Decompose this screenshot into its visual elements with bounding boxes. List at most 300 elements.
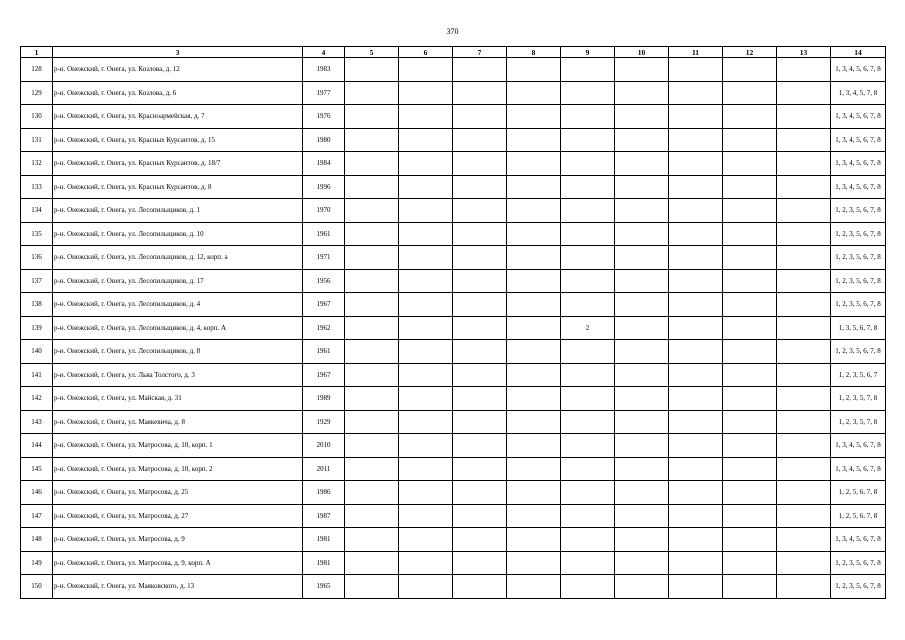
- column-header-12: 12: [723, 47, 777, 58]
- col-9-cell: [561, 528, 615, 552]
- address-cell: р-н. Онежский, г. Онега, ул. Козлова, д. 12: [53, 58, 303, 82]
- column-header-4: 4: [303, 47, 345, 58]
- col-9-cell: [561, 410, 615, 434]
- col-5-cell: [345, 410, 399, 434]
- col-12-cell: [723, 528, 777, 552]
- col-9-cell: [561, 175, 615, 199]
- col-12-cell: [723, 293, 777, 317]
- col-7-cell: [453, 551, 507, 575]
- col-9-cell: [561, 434, 615, 458]
- table-row: [21, 81, 886, 105]
- col-11-cell: [669, 316, 723, 340]
- table-row: [21, 575, 886, 599]
- address-cell: р-н. Онежский, г. Онега, ул. Козлова, д. 6: [53, 81, 303, 105]
- col-12-cell: [723, 199, 777, 223]
- col-6-cell: [399, 81, 453, 105]
- col-11-cell: [669, 387, 723, 411]
- column-header-5: 5: [345, 47, 399, 58]
- col-10-cell: [615, 481, 669, 505]
- row-number-cell: 146: [21, 481, 53, 505]
- column-header-11: 11: [669, 47, 723, 58]
- year-cell: 1929: [303, 410, 345, 434]
- col-6-cell: [399, 363, 453, 387]
- col-10-cell: [615, 105, 669, 129]
- address-cell: р-н. Онежский, г. Онега, ул. Красных Курсантов, д. 8: [53, 175, 303, 199]
- column-header-14: 14: [831, 47, 886, 58]
- col-6-cell: [399, 199, 453, 223]
- col-14-cell: 1, 2, 3, 5, 6, 7, 8: [831, 575, 886, 599]
- col-13-cell: [777, 410, 831, 434]
- col-6-cell: [399, 457, 453, 481]
- table-row: [21, 340, 886, 364]
- col-14-cell: 1, 2, 3, 5, 6, 7, 8: [831, 269, 886, 293]
- col-13-cell: [777, 387, 831, 411]
- col-10-cell: [615, 316, 669, 340]
- col-7-cell: [453, 293, 507, 317]
- col-5-cell: [345, 222, 399, 246]
- col-13-cell: [777, 316, 831, 340]
- col-11-cell: [669, 152, 723, 176]
- col-11-cell: [669, 528, 723, 552]
- table-row: [21, 269, 886, 293]
- col-5-cell: [345, 457, 399, 481]
- address-cell: р-н. Онежский, г. Онега, ул. Лесопильщиков, д. 12, корп. а: [53, 246, 303, 270]
- col-9-cell: [561, 58, 615, 82]
- col-9-cell: [561, 387, 615, 411]
- row-number-cell: 147: [21, 504, 53, 528]
- col-8-cell: [507, 434, 561, 458]
- year-cell: 2011: [303, 457, 345, 481]
- col-7-cell: [453, 434, 507, 458]
- col-9-cell: [561, 293, 615, 317]
- row-number-cell: 131: [21, 128, 53, 152]
- col-11-cell: [669, 340, 723, 364]
- row-number-cell: 149: [21, 551, 53, 575]
- col-11-cell: [669, 457, 723, 481]
- table-body: [21, 58, 886, 599]
- col-11-cell: [669, 58, 723, 82]
- col-14-cell: 1, 3, 4, 5, 6, 7, 8: [831, 128, 886, 152]
- col-13-cell: [777, 199, 831, 223]
- address-cell: р-н. Онежский, г. Онега, ул. Красных Курсантов, д. 18/7: [53, 152, 303, 176]
- col-12-cell: [723, 457, 777, 481]
- col-8-cell: [507, 363, 561, 387]
- col-12-cell: [723, 551, 777, 575]
- col-5-cell: [345, 551, 399, 575]
- col-13-cell: [777, 504, 831, 528]
- row-number-cell: 138: [21, 293, 53, 317]
- row-number-cell: 142: [21, 387, 53, 411]
- row-number-cell: 137: [21, 269, 53, 293]
- col-6-cell: [399, 128, 453, 152]
- col-10-cell: [615, 575, 669, 599]
- table-row: [21, 316, 886, 340]
- table-row: [21, 199, 886, 223]
- col-8-cell: [507, 199, 561, 223]
- row-number-cell: 134: [21, 199, 53, 223]
- address-cell: р-н. Онежский, г. Онега, ул. Матросова, д. 9: [53, 528, 303, 552]
- col-7-cell: [453, 222, 507, 246]
- col-6-cell: [399, 105, 453, 129]
- col-12-cell: [723, 575, 777, 599]
- column-header-3: 3: [53, 47, 303, 58]
- address-cell: р-н. Онежский, г. Онега, ул. Лесопильщиков, д. 4: [53, 293, 303, 317]
- address-cell: р-н. Онежский, г. Онега, ул. Лесопильщиков, д. 4, корп. А: [53, 316, 303, 340]
- row-number-cell: 136: [21, 246, 53, 270]
- col-5-cell: [345, 363, 399, 387]
- address-cell: р-н. Онежский, г. Онега, ул. Лесопильщиков, д. 10: [53, 222, 303, 246]
- col-13-cell: [777, 551, 831, 575]
- col-9-cell: 2: [561, 316, 615, 340]
- col-10-cell: [615, 246, 669, 270]
- table-row: [21, 387, 886, 411]
- col-10-cell: [615, 199, 669, 223]
- col-10-cell: [615, 128, 669, 152]
- col-10-cell: [615, 293, 669, 317]
- row-number-cell: 141: [21, 363, 53, 387]
- column-header-13: 13: [777, 47, 831, 58]
- col-8-cell: [507, 575, 561, 599]
- col-14-cell: 1, 2, 3, 5, 6, 7: [831, 363, 886, 387]
- col-10-cell: [615, 457, 669, 481]
- col-5-cell: [345, 246, 399, 270]
- col-12-cell: [723, 269, 777, 293]
- year-cell: 1977: [303, 81, 345, 105]
- table-row: [21, 504, 886, 528]
- col-14-cell: 1, 2, 3, 5, 7, 8: [831, 387, 886, 411]
- year-cell: 1961: [303, 340, 345, 364]
- col-12-cell: [723, 128, 777, 152]
- col-8-cell: [507, 410, 561, 434]
- col-9-cell: [561, 340, 615, 364]
- col-14-cell: 1, 2, 3, 5, 6, 7, 8: [831, 246, 886, 270]
- col-9-cell: [561, 246, 615, 270]
- col-10-cell: [615, 551, 669, 575]
- col-13-cell: [777, 128, 831, 152]
- year-cell: 1981: [303, 551, 345, 575]
- row-number-cell: 133: [21, 175, 53, 199]
- col-7-cell: [453, 387, 507, 411]
- col-11-cell: [669, 105, 723, 129]
- col-12-cell: [723, 105, 777, 129]
- row-number-cell: 150: [21, 575, 53, 599]
- col-5-cell: [345, 504, 399, 528]
- year-cell: 1965: [303, 575, 345, 599]
- col-10-cell: [615, 58, 669, 82]
- col-12-cell: [723, 504, 777, 528]
- col-7-cell: [453, 199, 507, 223]
- row-number-cell: 130: [21, 105, 53, 129]
- col-14-cell: 1, 2, 5, 6, 7, 8: [831, 504, 886, 528]
- table-row: [21, 293, 886, 317]
- col-9-cell: [561, 551, 615, 575]
- col-8-cell: [507, 269, 561, 293]
- col-11-cell: [669, 222, 723, 246]
- col-8-cell: [507, 457, 561, 481]
- col-9-cell: [561, 199, 615, 223]
- col-11-cell: [669, 293, 723, 317]
- col-9-cell: [561, 128, 615, 152]
- row-number-cell: 139: [21, 316, 53, 340]
- col-6-cell: [399, 528, 453, 552]
- col-11-cell: [669, 363, 723, 387]
- col-8-cell: [507, 387, 561, 411]
- table-row: [21, 128, 886, 152]
- col-11-cell: [669, 175, 723, 199]
- table-row: [21, 363, 886, 387]
- row-number-cell: 129: [21, 81, 53, 105]
- col-7-cell: [453, 481, 507, 505]
- col-6-cell: [399, 434, 453, 458]
- col-13-cell: [777, 363, 831, 387]
- col-10-cell: [615, 222, 669, 246]
- col-6-cell: [399, 152, 453, 176]
- col-13-cell: [777, 528, 831, 552]
- col-11-cell: [669, 81, 723, 105]
- row-number-cell: 140: [21, 340, 53, 364]
- col-12-cell: [723, 81, 777, 105]
- col-13-cell: [777, 575, 831, 599]
- col-8-cell: [507, 58, 561, 82]
- year-cell: 1983: [303, 58, 345, 82]
- housing-register-table: [20, 46, 886, 599]
- col-11-cell: [669, 128, 723, 152]
- col-10-cell: [615, 504, 669, 528]
- address-cell: р-н. Онежский, г. Онега, ул. Красноармейская, д. 7: [53, 105, 303, 129]
- table-row: [21, 152, 886, 176]
- table-row: [21, 105, 886, 129]
- col-11-cell: [669, 410, 723, 434]
- address-cell: р-н. Онежский, г. Онега, ул. Красных Курсантов, д. 15: [53, 128, 303, 152]
- col-10-cell: [615, 269, 669, 293]
- col-7-cell: [453, 363, 507, 387]
- col-5-cell: [345, 199, 399, 223]
- col-8-cell: [507, 152, 561, 176]
- year-cell: 1980: [303, 128, 345, 152]
- col-14-cell: 1, 3, 4, 5, 6, 7, 8: [831, 152, 886, 176]
- year-cell: 1967: [303, 363, 345, 387]
- col-12-cell: [723, 58, 777, 82]
- header-row: [21, 47, 886, 58]
- col-7-cell: [453, 269, 507, 293]
- col-5-cell: [345, 340, 399, 364]
- row-number-cell: 132: [21, 152, 53, 176]
- col-8-cell: [507, 293, 561, 317]
- address-cell: р-н. Онежский, г. Онега, ул. Маяковского, д. 13: [53, 575, 303, 599]
- col-5-cell: [345, 434, 399, 458]
- col-6-cell: [399, 175, 453, 199]
- col-11-cell: [669, 481, 723, 505]
- col-6-cell: [399, 246, 453, 270]
- col-10-cell: [615, 81, 669, 105]
- col-10-cell: [615, 410, 669, 434]
- col-11-cell: [669, 199, 723, 223]
- col-5-cell: [345, 269, 399, 293]
- row-number-cell: 144: [21, 434, 53, 458]
- col-6-cell: [399, 58, 453, 82]
- column-header-1: 1: [21, 47, 53, 58]
- col-11-cell: [669, 575, 723, 599]
- address-cell: р-н. Онежский, г. Онега, ул. Матросова, д. 27: [53, 504, 303, 528]
- col-14-cell: 1, 3, 4, 5, 6, 7, 8: [831, 434, 886, 458]
- col-11-cell: [669, 434, 723, 458]
- col-5-cell: [345, 152, 399, 176]
- col-12-cell: [723, 340, 777, 364]
- col-7-cell: [453, 58, 507, 82]
- col-6-cell: [399, 316, 453, 340]
- col-9-cell: [561, 363, 615, 387]
- col-14-cell: 1, 3, 5, 6, 7, 8: [831, 316, 886, 340]
- col-13-cell: [777, 293, 831, 317]
- col-5-cell: [345, 175, 399, 199]
- col-13-cell: [777, 340, 831, 364]
- table-row: [21, 58, 886, 82]
- col-12-cell: [723, 434, 777, 458]
- col-8-cell: [507, 481, 561, 505]
- year-cell: 1956: [303, 269, 345, 293]
- col-9-cell: [561, 222, 615, 246]
- col-13-cell: [777, 58, 831, 82]
- col-5-cell: [345, 316, 399, 340]
- col-6-cell: [399, 293, 453, 317]
- col-8-cell: [507, 316, 561, 340]
- col-8-cell: [507, 246, 561, 270]
- col-10-cell: [615, 434, 669, 458]
- col-14-cell: 1, 3, 4, 5, 6, 7, 8: [831, 175, 886, 199]
- col-8-cell: [507, 128, 561, 152]
- col-13-cell: [777, 481, 831, 505]
- year-cell: 1967: [303, 293, 345, 317]
- col-5-cell: [345, 105, 399, 129]
- col-10-cell: [615, 152, 669, 176]
- column-header-8: 8: [507, 47, 561, 58]
- col-5-cell: [345, 575, 399, 599]
- address-cell: р-н. Онежский, г. Онега, ул. Матросова, д. 25: [53, 481, 303, 505]
- col-13-cell: [777, 457, 831, 481]
- column-header-9: 9: [561, 47, 615, 58]
- col-10-cell: [615, 528, 669, 552]
- table-row: [21, 175, 886, 199]
- col-14-cell: 1, 2, 3, 5, 7, 8: [831, 410, 886, 434]
- col-8-cell: [507, 551, 561, 575]
- col-5-cell: [345, 293, 399, 317]
- col-14-cell: 1, 2, 3, 5, 6, 7, 8: [831, 551, 886, 575]
- col-6-cell: [399, 481, 453, 505]
- table-row: [21, 410, 886, 434]
- row-number-cell: 143: [21, 410, 53, 434]
- year-cell: 1996: [303, 175, 345, 199]
- col-8-cell: [507, 105, 561, 129]
- col-6-cell: [399, 551, 453, 575]
- col-14-cell: 1, 2, 3, 5, 6, 7, 8: [831, 222, 886, 246]
- column-header-10: 10: [615, 47, 669, 58]
- col-13-cell: [777, 81, 831, 105]
- col-9-cell: [561, 504, 615, 528]
- col-10-cell: [615, 340, 669, 364]
- col-11-cell: [669, 269, 723, 293]
- col-6-cell: [399, 387, 453, 411]
- year-cell: 1989: [303, 387, 345, 411]
- col-6-cell: [399, 575, 453, 599]
- col-6-cell: [399, 504, 453, 528]
- col-13-cell: [777, 105, 831, 129]
- col-9-cell: [561, 457, 615, 481]
- col-14-cell: 1, 3, 4, 5, 6, 7, 8: [831, 105, 886, 129]
- col-7-cell: [453, 316, 507, 340]
- col-7-cell: [453, 128, 507, 152]
- col-14-cell: 1, 2, 5, 6, 7, 8: [831, 481, 886, 505]
- col-5-cell: [345, 58, 399, 82]
- col-12-cell: [723, 222, 777, 246]
- col-5-cell: [345, 81, 399, 105]
- row-number-cell: 135: [21, 222, 53, 246]
- col-8-cell: [507, 81, 561, 105]
- col-7-cell: [453, 575, 507, 599]
- col-14-cell: 1, 3, 4, 5, 6, 7, 8: [831, 58, 886, 82]
- col-12-cell: [723, 410, 777, 434]
- address-cell: р-н. Онежский, г. Онега, ул. Лесопильщиков, д. 1: [53, 199, 303, 223]
- year-cell: 1971: [303, 246, 345, 270]
- col-12-cell: [723, 387, 777, 411]
- table-row: [21, 246, 886, 270]
- col-12-cell: [723, 152, 777, 176]
- col-12-cell: [723, 175, 777, 199]
- col-5-cell: [345, 128, 399, 152]
- col-8-cell: [507, 340, 561, 364]
- col-7-cell: [453, 175, 507, 199]
- row-number-cell: 128: [21, 58, 53, 82]
- year-cell: 1970: [303, 199, 345, 223]
- address-cell: р-н. Онежский, г. Онега, ул. Маякевича, д. 8: [53, 410, 303, 434]
- col-12-cell: [723, 316, 777, 340]
- year-cell: 1981: [303, 528, 345, 552]
- col-5-cell: [345, 387, 399, 411]
- col-6-cell: [399, 410, 453, 434]
- address-cell: р-н. Онежский, г. Онега, ул. Матросова, д. 10, корп. 2: [53, 457, 303, 481]
- col-14-cell: 1, 2, 3, 5, 6, 7, 8: [831, 293, 886, 317]
- col-7-cell: [453, 504, 507, 528]
- year-cell: 1987: [303, 504, 345, 528]
- table-row: [21, 457, 886, 481]
- col-13-cell: [777, 175, 831, 199]
- col-6-cell: [399, 269, 453, 293]
- col-14-cell: 1, 3, 4, 5, 6, 7, 8: [831, 457, 886, 481]
- col-13-cell: [777, 222, 831, 246]
- col-12-cell: [723, 246, 777, 270]
- column-header-6: 6: [399, 47, 453, 58]
- col-10-cell: [615, 387, 669, 411]
- col-10-cell: [615, 363, 669, 387]
- col-9-cell: [561, 152, 615, 176]
- col-12-cell: [723, 481, 777, 505]
- table-row: [21, 434, 886, 458]
- col-14-cell: 1, 3, 4, 5, 6, 7, 8: [831, 528, 886, 552]
- year-cell: 1986: [303, 481, 345, 505]
- col-13-cell: [777, 152, 831, 176]
- col-7-cell: [453, 81, 507, 105]
- col-13-cell: [777, 246, 831, 270]
- col-11-cell: [669, 551, 723, 575]
- col-9-cell: [561, 81, 615, 105]
- col-11-cell: [669, 246, 723, 270]
- col-7-cell: [453, 528, 507, 552]
- address-cell: р-н. Онежский, г. Онега, ул. Матросова, д. 10, корп. 1: [53, 434, 303, 458]
- col-8-cell: [507, 222, 561, 246]
- row-number-cell: 148: [21, 528, 53, 552]
- col-7-cell: [453, 105, 507, 129]
- address-cell: р-н. Онежский, г. Онега, ул. Майская, д. 31: [53, 387, 303, 411]
- col-14-cell: 1, 2, 3, 5, 6, 7, 8: [831, 199, 886, 223]
